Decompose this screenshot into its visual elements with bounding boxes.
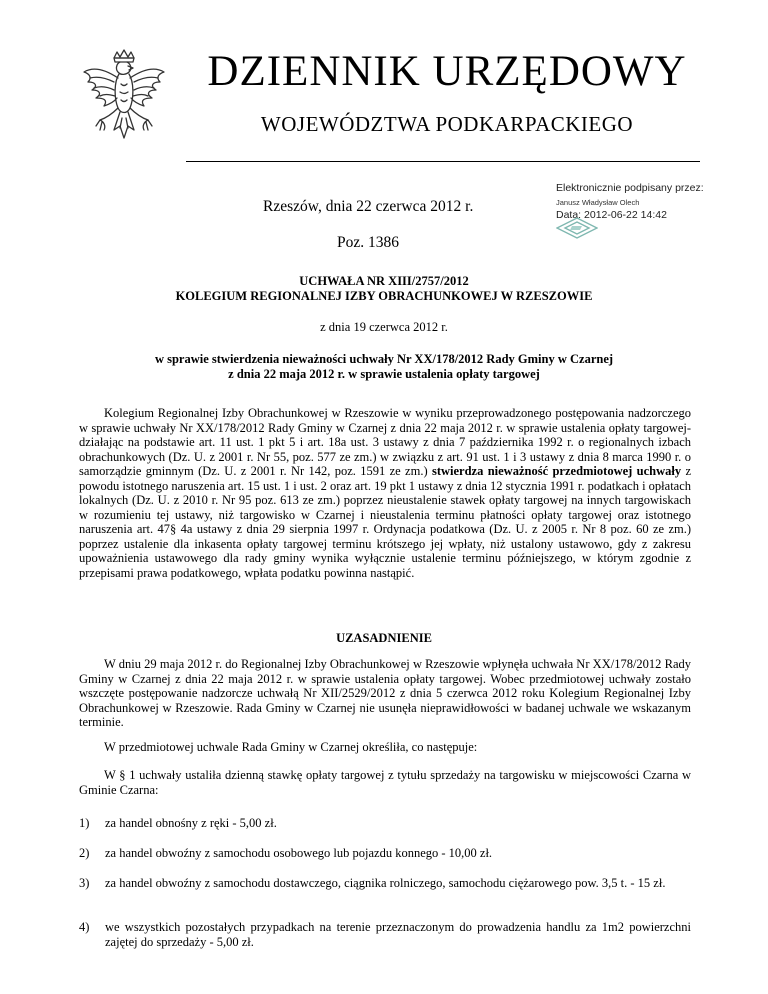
resolution-date: z dnia 19 czerwca 2012 r. (320, 320, 448, 334)
esign-date: Data: 2012-06-22 14:42 (556, 209, 667, 221)
subject-line-2: z dnia 22 maja 2012 r. w sprawie ustalenia opłaty targowej (228, 367, 540, 381)
list-item (79, 816, 691, 831)
list-item (79, 876, 691, 891)
list-item-number: 3) (79, 876, 90, 890)
electronic-signature-block (556, 182, 756, 221)
list-item-number: 2) (79, 846, 90, 860)
position-number: Poz. 1386 (337, 234, 399, 251)
resolution-subject (40, 352, 728, 382)
list-item-text: za handel obnośny z ręki - 5,00 zł. (105, 816, 277, 830)
justification-paragraph-3: W § 1 uchwały ustaliła dzienną stawkę opłaty targowej z tytułu sprzedaży na targowisku w miejscowości Czarna w Gminie Czarna: (79, 768, 691, 797)
list-item-text: we wszystkich pozostałych przypadkach na terenie przeznaczonym do prowadzenia handlu za 1m2 powierzchni zajętej do sprzedaży - 5,00 zł. (105, 920, 691, 949)
eagle-emblem-icon (76, 48, 172, 156)
main-paragraph (79, 406, 691, 580)
justification-paragraph-1: W dniu 29 maja 2012 r. do Regionalnej Izby Obrachunkowej w Rzeszowie wpłynęła uchwała Nr XX/178/2012 Rady Gminy w Czarnej z dnia 22 maja 2012 r. w sprawie ustalenia opłaty targowej. Wobec przedmiotowej uchwały zostało wszczęte postępowanie nadzorcze uchwałą Nr XII/2529/2012 z dnia 5 czerwca 2012 roku Kolegium Regionalnej Izby Obrachunkowej w Rzeszowie. Rada Gminy w Czarnej nie usunęła nieprawidłowości w badanej uchwale we wskazanym terminie. (79, 657, 691, 729)
resolution-heading (40, 274, 728, 304)
list-item (79, 846, 691, 861)
esign-label: Elektronicznie podpisany przez: (556, 182, 704, 194)
list-item-text: za handel obwoźny z samochodu dostawczego, ciągnika rolniczego, samochodu ciężarowego pow. 3,5 t. - 15 zł. (105, 876, 666, 890)
main-paragraph-part1: Kolegium Regionalnej Izby Obrachunkowej w Rzeszowie w wyniku przeprowadzonego postępowania nadzorczego w sprawie uchwały Nr XX/178/2012 Rady Gminy w Czarnej z dnia 22 maja 2012 r. w sprawie ustalenia opłaty targowej- działając na podstawie art. 11 ust. 1 pkt 5 i art. 18a ust. 3 ustawy z dnia 7 października 1992 r. o regionalnych izbach obrachunkowych (Dz. U. z 2001 r. Nr 55, poz. 577 ze zm.) w związku z art. 91 ust. 1 i 3 ustawy z dnia 8 marca 1990 r. o samorządzie gminnym (Dz. U. z 2001 r. Nr 142, poz. 1591 ze zm.) (79, 406, 691, 478)
title-divider (186, 161, 700, 162)
resolution-issuer: KOLEGIUM REGIONALNEJ IZBY OBRACHUNKOWEJ W RZESZOWIE (175, 289, 593, 303)
main-paragraph-part2: z powodu istotnego naruszenia art. 15 ust. 1 i ust. 2 oraz art. 19 pkt 1 ustawy z dnia 12 stycznia 1991 r. podatkach i opłatach lokalnych (Dz. U. z 2010 r. Nr 95 poz. 613 ze zm.) poprzez nieustalenie stawek opłaty targowej na innych targowiskach w rozumieniu tej ustawy, niż targowisko w Czarnej i nieustalenia terminu płatności opłaty targowej oraz istotnego naruszenia art. 47§ 4a ustawy z dnia 29 sierpnia 1997 r. Ordynacja podatkowa (Dz. U. z 2005 r. Nr 8 poz. 60 ze zm.) poprzez ustalenie dla inkasenta opłaty targowej terminu krótszego jej wpłaty, niż ustalony ustawowo, gdy z zakresu upoważnienia ustawowego dla rady gminy wynika wyłącznie ustalenie terminu późniejszego, w którym zgodnie z przepisami prawa podatkowego, wpłata podatku powinna nastąpić. (79, 464, 692, 580)
esign-signer-name: Janusz Władysław Olech (556, 198, 640, 207)
signature-seal-icon (556, 217, 598, 239)
list-item-text: za handel obwoźny z samochodu osobowego lub pojazdu konnego - 10,00 zł. (105, 846, 493, 860)
list-item-number: 1) (79, 816, 90, 830)
journal-subtitle: WOJEWÓDZTWA PODKARPACKIEGO (260, 112, 634, 136)
justification-paragraph-2: W przedmiotowej uchwale Rada Gminy w Czarnej określiła, co następuje: (104, 740, 478, 754)
justification-heading: UZASADNIENIE (336, 631, 432, 645)
subject-line-1: w sprawie stwierdzenia nieważności uchwały Nr XX/178/2012 Rady Gminy w Czarnej (154, 352, 614, 366)
list-item-number: 4) (79, 920, 90, 934)
main-paragraph-decision: stwierdza nieważność przedmiotowej uchwały (431, 464, 682, 478)
journal-title: DZIENNIK URZĘDOWY (207, 48, 687, 95)
resolution-number: UCHWAŁA NR XIII/2757/2012 (299, 274, 469, 288)
publication-place-date: Rzeszów, dnia 22 czerwca 2012 r. (263, 198, 474, 215)
list-item (79, 920, 691, 949)
